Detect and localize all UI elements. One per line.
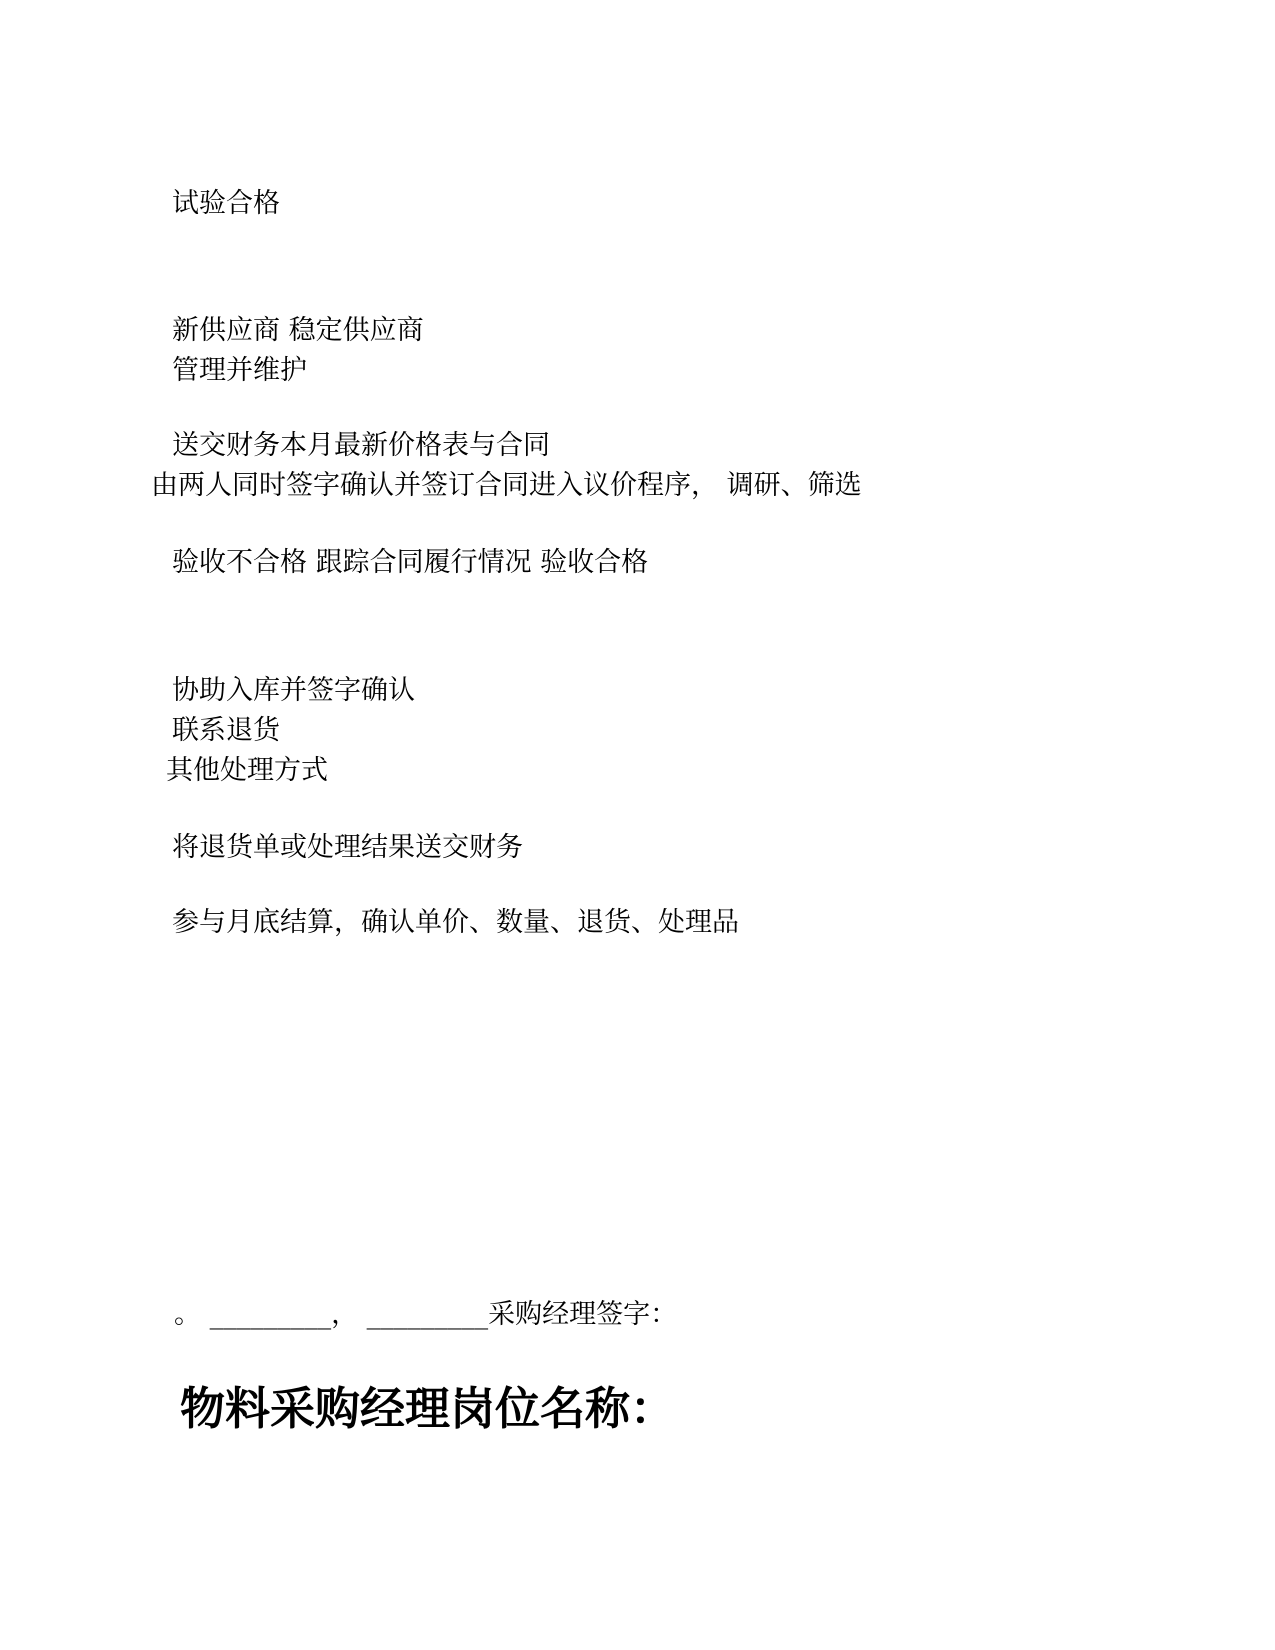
text-line-return-goods: 联系退货 xyxy=(172,715,280,746)
text-line-test-passed: 试验合格 xyxy=(172,188,280,219)
text-line-send-price-list: 送交财务本月最新价格表与合同 xyxy=(172,430,550,461)
text-line-acceptance: 验收不合格 跟踪合同履行情况 验收合格 xyxy=(172,547,649,578)
text-line-sign-contract: 由两人同时签字确认并签订合同进入议价程序， 调研、筛选 xyxy=(151,470,862,501)
text-line-other-handling: 其他处理方式 xyxy=(166,755,328,786)
signature-line: 。 _________， _________采购经理签字： xyxy=(174,1299,678,1330)
text-line-suppliers: 新供应商 稳定供应商 xyxy=(172,315,424,346)
text-line-manage-maintain: 管理并维护 xyxy=(172,355,307,386)
text-line-monthly-settlement: 参与月底结算，确认单价、数量、退货、处理品 xyxy=(172,907,739,938)
text-line-send-return-slip: 将退货单或处理结果送交财务 xyxy=(172,832,523,863)
text-line-assist-storage: 协助入库并签字确认 xyxy=(172,675,415,706)
position-title: 物料采购经理岗位名称： xyxy=(180,1382,676,1435)
